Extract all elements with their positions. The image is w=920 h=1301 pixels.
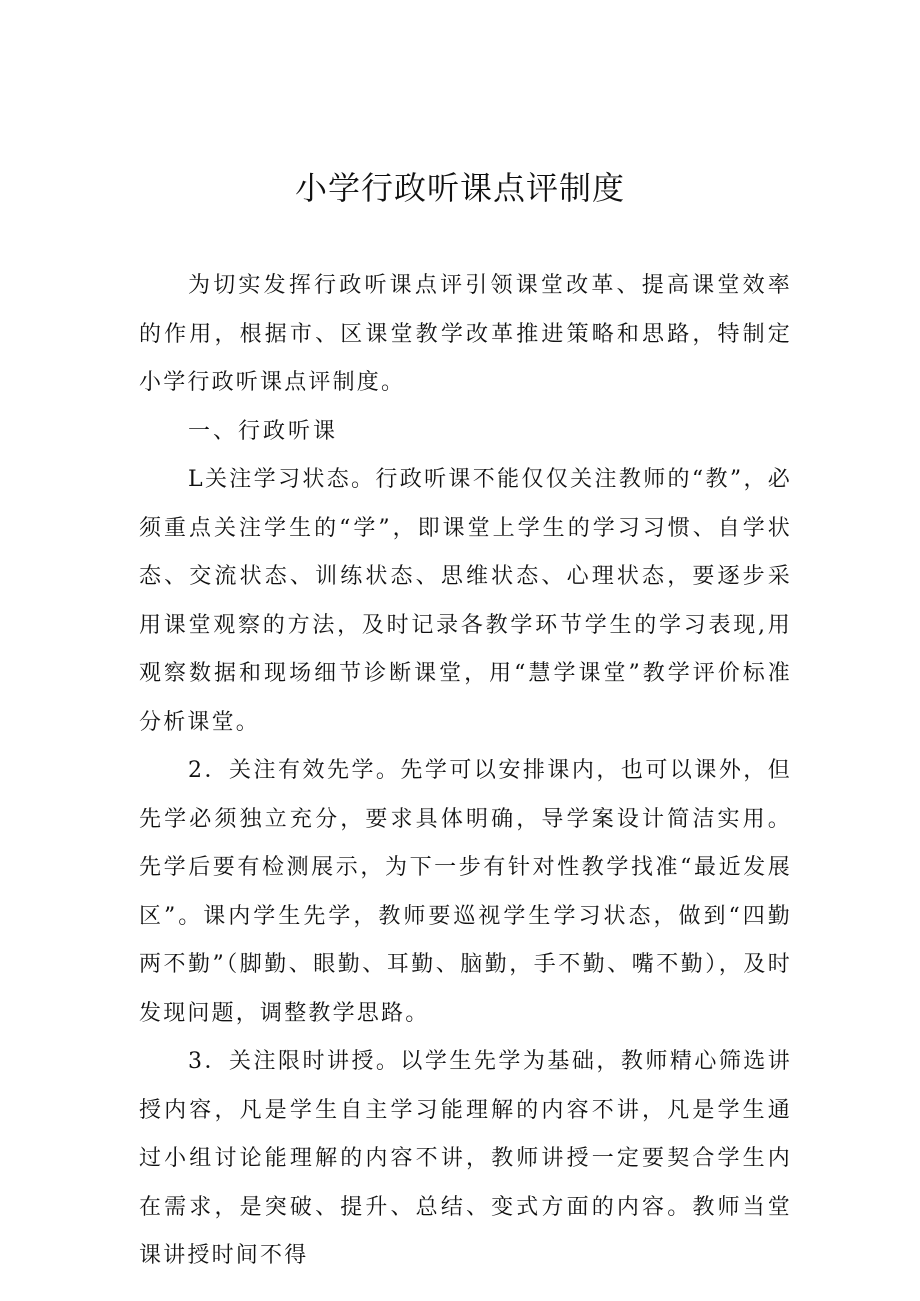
intro-paragraph: 为切实发挥行政听课点评引领课堂改革、提高课堂效率的作用，根据市、区课堂教学改革推进策略和思路，特制定小学行政听课点评制度。	[139, 273, 792, 395]
section-heading: 一、行政听课	[188, 418, 339, 444]
document-body	[139, 262, 792, 1281]
document-title: 小学行政听课点评制度	[294, 169, 625, 207]
paragraph-item-3: 3．关注限时讲授。以学生先学为基础，教师精心筛选讲授内容，凡是学生自主学习能理解的内容不讲，凡是学生通过小组讨论能理解的内容不讲，教师讲授一定要契合学生内在需求，是突破、提升、总结、变式方面的内容。教师当堂课讲授时间不得	[139, 1049, 792, 1268]
paragraph-item-1: L关注学习状态。行政听课不能仅仅关注教师的“教”，必须重点关注学生的“学”，即课堂上学生的学习习惯、自学状态、交流状态、训练状态、思维状态、心理状态，要逐步采用课堂观察的方法，及时记录各教学环节学生的学习表现,用观察数据和现场细节诊断课堂，用“慧学课堂”教学评价标准分析课堂。	[139, 467, 792, 735]
paragraph-item-2: 2．关注有效先学。先学可以安排课内，也可以课外，但先学必须独立充分，要求具体明确，导学案设计简洁实用。先学后要有检测展示，为下一步有针对性教学找准“最近发展区”。课内学生先学，教师要巡视学生学习状态，做到“四勤两不勤”（脚勤、眼勤、耳勤、脑勤，手不勤、嘴不勤），及时发现问题，调整教学思路。	[139, 758, 792, 1026]
